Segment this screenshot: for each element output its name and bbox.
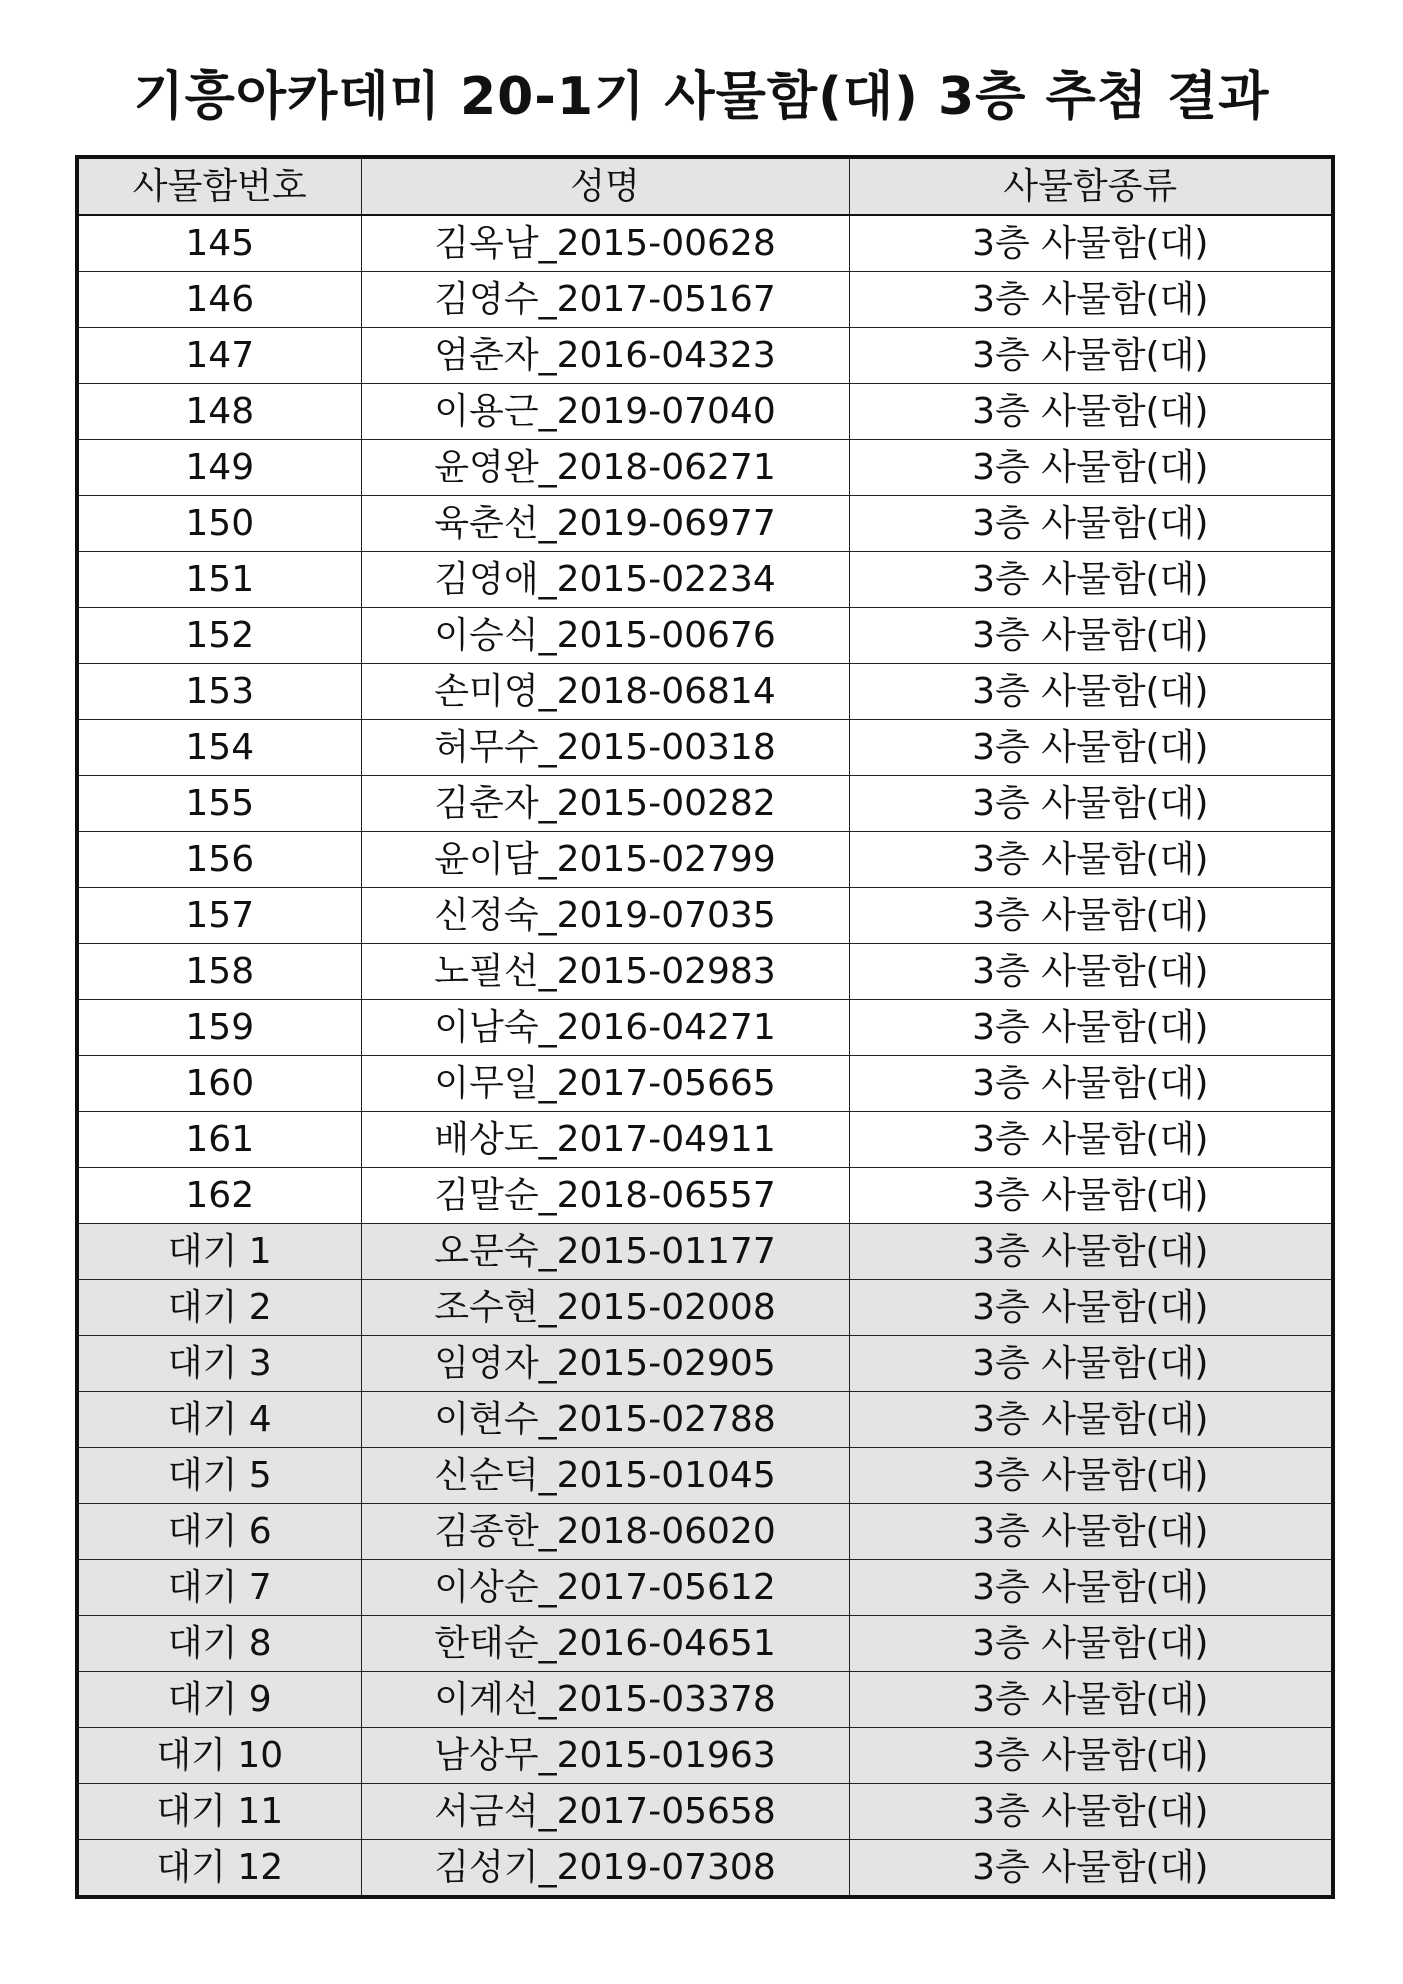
cell-name: 김종한_2018-06020 — [361, 1504, 849, 1560]
cell-name: 김영애_2015-02234 — [361, 552, 849, 608]
cell-name: 김성기_2019-07308 — [361, 1840, 849, 1898]
cell-locker-type: 3층 사물함(대) — [849, 384, 1333, 440]
cell-name: 윤영완_2018-06271 — [361, 440, 849, 496]
table-row — [77, 832, 1333, 888]
cell-name: 엄춘자_2016-04323 — [361, 328, 849, 384]
table-row — [77, 664, 1333, 720]
cell-name: 허무수_2015-00318 — [361, 720, 849, 776]
cell-locker-number: 대기 1 — [77, 1224, 361, 1280]
cell-locker-type: 3층 사물함(대) — [849, 440, 1333, 496]
cell-locker-number: 145 — [77, 215, 361, 272]
cell-locker-number: 151 — [77, 552, 361, 608]
cell-name: 김영수_2017-05167 — [361, 272, 849, 328]
table-row — [77, 496, 1333, 552]
cell-locker-type: 3층 사물함(대) — [849, 1392, 1333, 1448]
cell-locker-type: 3층 사물함(대) — [849, 1000, 1333, 1056]
table-body — [77, 215, 1333, 1897]
cell-locker-type: 3층 사물함(대) — [849, 1504, 1333, 1560]
waiting-row — [77, 1728, 1333, 1784]
cell-locker-number: 156 — [77, 832, 361, 888]
table-row — [77, 776, 1333, 832]
cell-locker-type: 3층 사물함(대) — [849, 776, 1333, 832]
cell-locker-number: 161 — [77, 1112, 361, 1168]
cell-name: 노필선_2015-02983 — [361, 944, 849, 1000]
cell-locker-type: 3층 사물함(대) — [849, 552, 1333, 608]
table-row — [77, 1112, 1333, 1168]
table-row — [77, 944, 1333, 1000]
waiting-row — [77, 1672, 1333, 1728]
cell-locker-number: 150 — [77, 496, 361, 552]
cell-name: 남상무_2015-01963 — [361, 1728, 849, 1784]
cell-locker-number: 157 — [77, 888, 361, 944]
waiting-row — [77, 1280, 1333, 1336]
cell-locker-number: 대기 5 — [77, 1448, 361, 1504]
cell-locker-number: 158 — [77, 944, 361, 1000]
waiting-row — [77, 1392, 1333, 1448]
cell-locker-number: 146 — [77, 272, 361, 328]
table-row — [77, 328, 1333, 384]
cell-locker-number: 대기 2 — [77, 1280, 361, 1336]
cell-locker-number: 153 — [77, 664, 361, 720]
cell-locker-number: 대기 12 — [77, 1840, 361, 1898]
cell-name: 오문숙_2015-01177 — [361, 1224, 849, 1280]
cell-locker-type: 3층 사물함(대) — [849, 1840, 1333, 1898]
cell-name: 배상도_2017-04911 — [361, 1112, 849, 1168]
table-row — [77, 608, 1333, 664]
waiting-row — [77, 1336, 1333, 1392]
table-row — [77, 440, 1333, 496]
cell-name: 조수현_2015-02008 — [361, 1280, 849, 1336]
cell-name: 이현수_2015-02788 — [361, 1392, 849, 1448]
cell-locker-type: 3층 사물함(대) — [849, 1224, 1333, 1280]
cell-locker-type: 3층 사물함(대) — [849, 328, 1333, 384]
cell-name: 손미영_2018-06814 — [361, 664, 849, 720]
cell-locker-type: 3층 사물함(대) — [849, 272, 1333, 328]
table-row — [77, 1000, 1333, 1056]
cell-locker-type: 3층 사물함(대) — [849, 1448, 1333, 1504]
table-row — [77, 215, 1333, 272]
cell-name: 김말순_2018-06557 — [361, 1168, 849, 1224]
cell-locker-number: 155 — [77, 776, 361, 832]
cell-locker-type: 3층 사물함(대) — [849, 664, 1333, 720]
cell-locker-number: 154 — [77, 720, 361, 776]
cell-name: 김춘자_2015-00282 — [361, 776, 849, 832]
cell-locker-type: 3층 사물함(대) — [849, 1056, 1333, 1112]
cell-name: 이용근_2019-07040 — [361, 384, 849, 440]
locker-results-table — [75, 155, 1335, 1899]
cell-locker-type: 3층 사물함(대) — [849, 1616, 1333, 1672]
cell-locker-type: 3층 사물함(대) — [849, 1784, 1333, 1840]
cell-locker-number: 대기 9 — [77, 1672, 361, 1728]
waiting-row — [77, 1448, 1333, 1504]
cell-name: 신정숙_2019-07035 — [361, 888, 849, 944]
cell-locker-type: 3층 사물함(대) — [849, 1560, 1333, 1616]
table-row — [77, 384, 1333, 440]
waiting-row — [77, 1616, 1333, 1672]
cell-locker-number: 148 — [77, 384, 361, 440]
header-row — [77, 157, 1333, 215]
waiting-row — [77, 1560, 1333, 1616]
waiting-row — [77, 1840, 1333, 1898]
table-row — [77, 272, 1333, 328]
table-row — [77, 1168, 1333, 1224]
cell-name: 임영자_2015-02905 — [361, 1336, 849, 1392]
cell-locker-type: 3층 사물함(대) — [849, 1672, 1333, 1728]
cell-locker-number: 대기 11 — [77, 1784, 361, 1840]
cell-locker-number: 149 — [77, 440, 361, 496]
cell-name: 이남숙_2016-04271 — [361, 1000, 849, 1056]
waiting-row — [77, 1504, 1333, 1560]
cell-name: 서금석_2017-05658 — [361, 1784, 849, 1840]
cell-locker-type: 3층 사물함(대) — [849, 1280, 1333, 1336]
table-row — [77, 720, 1333, 776]
header-locker-type: 사물함종류 — [849, 157, 1333, 215]
cell-locker-type: 3층 사물함(대) — [849, 1112, 1333, 1168]
cell-name: 윤이담_2015-02799 — [361, 832, 849, 888]
cell-locker-type: 3층 사물함(대) — [849, 888, 1333, 944]
cell-name: 김옥남_2015-00628 — [361, 215, 849, 272]
waiting-row — [77, 1784, 1333, 1840]
waiting-row — [77, 1224, 1333, 1280]
cell-locker-number: 162 — [77, 1168, 361, 1224]
table-row — [77, 552, 1333, 608]
cell-locker-type: 3층 사물함(대) — [849, 1168, 1333, 1224]
cell-name: 신순덕_2015-01045 — [361, 1448, 849, 1504]
cell-locker-number: 160 — [77, 1056, 361, 1112]
cell-locker-number: 대기 3 — [77, 1336, 361, 1392]
cell-locker-type: 3층 사물함(대) — [849, 608, 1333, 664]
cell-locker-type: 3층 사물함(대) — [849, 720, 1333, 776]
header-name: 성명 — [361, 157, 849, 215]
cell-locker-number: 대기 4 — [77, 1392, 361, 1448]
page-title: 기흥아카데미 20-1기 사물함(대) 3층 추첨 결과 — [133, 67, 1270, 127]
cell-locker-type: 3층 사물함(대) — [849, 944, 1333, 1000]
cell-locker-type: 3층 사물함(대) — [849, 496, 1333, 552]
cell-locker-number: 대기 10 — [77, 1728, 361, 1784]
cell-name: 이승식_2015-00676 — [361, 608, 849, 664]
header-locker-number: 사물함번호 — [77, 157, 361, 215]
cell-name: 한태순_2016-04651 — [361, 1616, 849, 1672]
table-header — [77, 157, 1333, 215]
cell-locker-number: 대기 8 — [77, 1616, 361, 1672]
cell-locker-type: 3층 사물함(대) — [849, 1336, 1333, 1392]
cell-locker-number: 대기 6 — [77, 1504, 361, 1560]
cell-locker-type: 3층 사물함(대) — [849, 832, 1333, 888]
cell-locker-number: 대기 7 — [77, 1560, 361, 1616]
cell-locker-number: 152 — [77, 608, 361, 664]
cell-locker-type: 3층 사물함(대) — [849, 1728, 1333, 1784]
table-row — [77, 888, 1333, 944]
cell-name: 이계선_2015-03378 — [361, 1672, 849, 1728]
cell-name: 이무일_2017-05665 — [361, 1056, 849, 1112]
table-row — [77, 1056, 1333, 1112]
cell-locker-number: 147 — [77, 328, 361, 384]
cell-locker-number: 159 — [77, 1000, 361, 1056]
cell-name: 이상순_2017-05612 — [361, 1560, 849, 1616]
cell-name: 육춘선_2019-06977 — [361, 496, 849, 552]
cell-locker-type: 3층 사물함(대) — [849, 215, 1333, 272]
